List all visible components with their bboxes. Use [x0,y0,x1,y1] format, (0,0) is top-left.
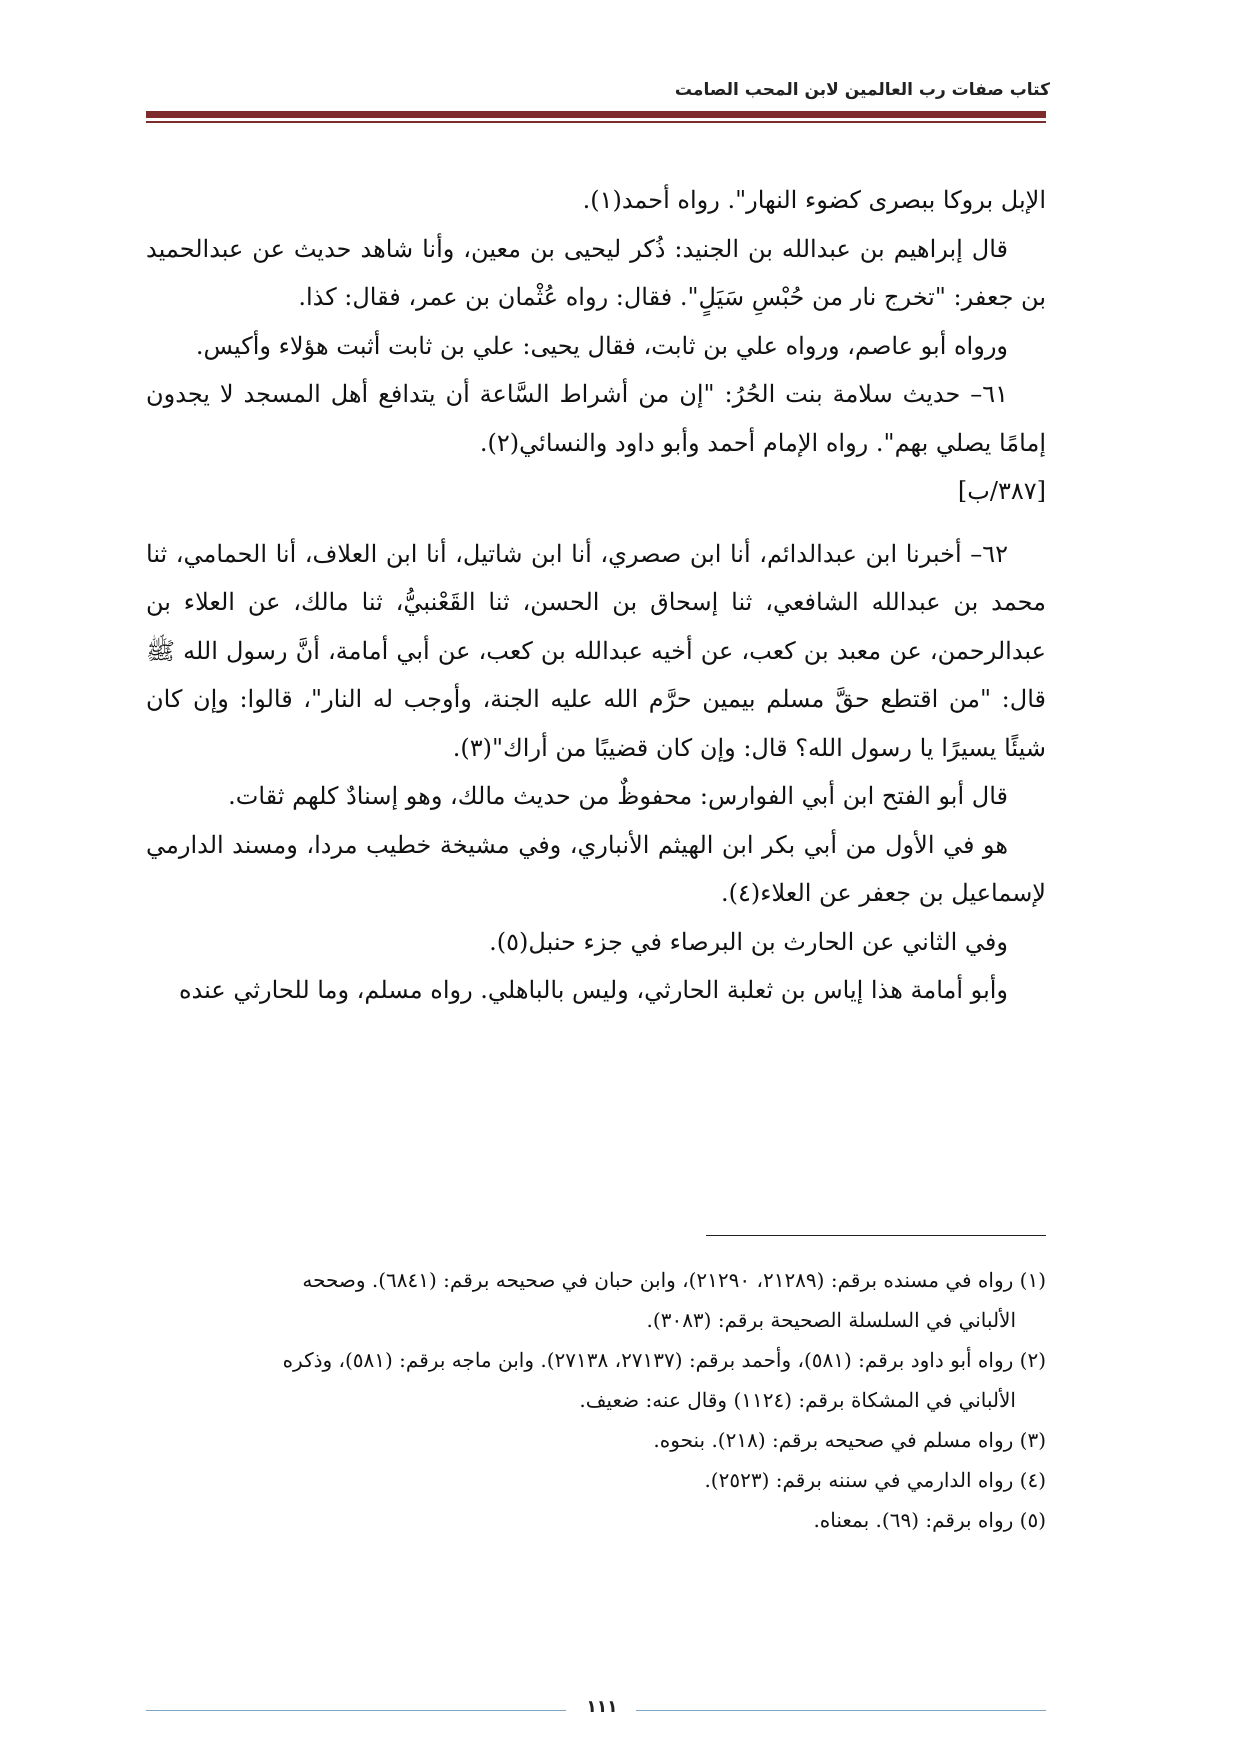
manuscript-folio-marker: [٣٨٧/ب] [957,477,1046,505]
page-number: ١١١ [586,1697,618,1717]
footnote-1-continued: الألباني في السلسلة الصحيحة برقم: (٣٠٨٣). [646,1308,1016,1332]
running-header-title: كتاب صفات رب العالمين لابن المحب الصامت [674,80,1050,100]
hadith-61-paragraph: ٦١– حديث سلامة بنت الحُرُ: "إن من أشراط السَّاعة أن يتدافع أهل المسجد لا يجدون إمامًا يصلي بهم". رواه الإمام أحمد وأبو داود والنسائي(٢). [146,380,1046,457]
footnote-5: (٥) رواه برقم: (٦٩). بمعناه. [813,1508,1046,1532]
paragraph: الإبل بروكا ببصرى كضوء النهار". رواه أحمد(١). [582,186,1046,214]
footer-line-left [146,1710,566,1711]
footnote-4: (٤) رواه الدارمي في سننه برقم: (٢٥٢٣). [704,1468,1046,1492]
hadith-62-paragraph: ٦٢– أخبرنا ابن عبدالدائم، أنا ابن صصري، أنا ابن شاتيل، أنا ابن العلاف، أنا الحمامي، ثنا محمد بن عبدالله الشافعي، ثنا إسحاق بن الحسن، ثنا القَعْنبيُّ، ثنا مالك، عن العلاء بن عبدالرحمن، عن معبد بن كعب، عن أخيه عبدالله بن كعب، عن أبي أمامة، أنَّ رسول الله ﷺ قال: "من اقتطع حقَّ مسلم بيمين حرَّم الله عليه الجنة، وأوجب له النار"، قالوا: وإن كان شيئًا يسيرًا يا رسول الله؟ قال: وإن كان قضيبًا من أراك"(٣). [146,539,1046,762]
footnote-1: (١) رواه في مسنده برقم: (٢١٢٨٩، ٢١٢٩٠)، وابن حبان في صحيحه برقم: (٦٨٤١). وصححه [302,1268,1046,1292]
paragraph: وفي الثاني عن الحارث بن البرصاء في جزء حنبل(٥). [489,927,1008,956]
paragraph: ورواه أبو عاصم، ورواه علي بن ثابت، فقال يحيى: علي بن ثابت أثبت هؤلاء وأكيس. [195,331,1008,360]
footnote-separator [706,1235,1046,1236]
header-rule-thick [146,111,1046,118]
footnote-2: (٢) رواه أبو داود برقم: (٥٨١)، وأحمد برقم: (٢٧١٣٧، ٢٧١٣٨). وابن ماجه برقم: (٥٨١)، وذكره [282,1348,1046,1372]
header-rule-thin [146,121,1046,123]
paragraph: قال أبو الفتح ابن أبي الفوارس: محفوظٌ من حديث مالك، وهو إسنادٌ كلهم ثقات. [228,782,1008,810]
footnotes [146,1260,1046,1540]
footnote-3: (٣) رواه مسلم في صحيحه برقم: (٢١٨). بنحوه. [653,1428,1046,1452]
footer-line-right [636,1710,1046,1711]
paragraph: قال إبراهيم بن عبدالله بن الجنيد: ذُكر ليحيى بن معين، وأنا شاهد حديث عن عبدالحميد بن جعفر: "تخرج نار من حُبْسِ سَيَلٍ". فقال: رواه عُثْمان بن عمر، فقال: كذا. [146,234,1046,311]
paragraph: وأبو أمامة هذا إياس بن ثعلبة الحارثي، وليس بالباهلي. رواه مسلم، وما للحارثي عنده [178,976,1008,1004]
footnote-2-continued: الألباني في المشكاة برقم: (١١٢٤) وقال عنه: ضعيف. [579,1388,1016,1412]
main-text [146,176,1046,1015]
paragraph: هو في الأول من أبي بكر ابن الهيثم الأنباري، وفي مشيخة خطيب مردا، ومسند الدارمي لإسماعيل بن جعفر عن العلاء(٤). [146,830,1046,907]
